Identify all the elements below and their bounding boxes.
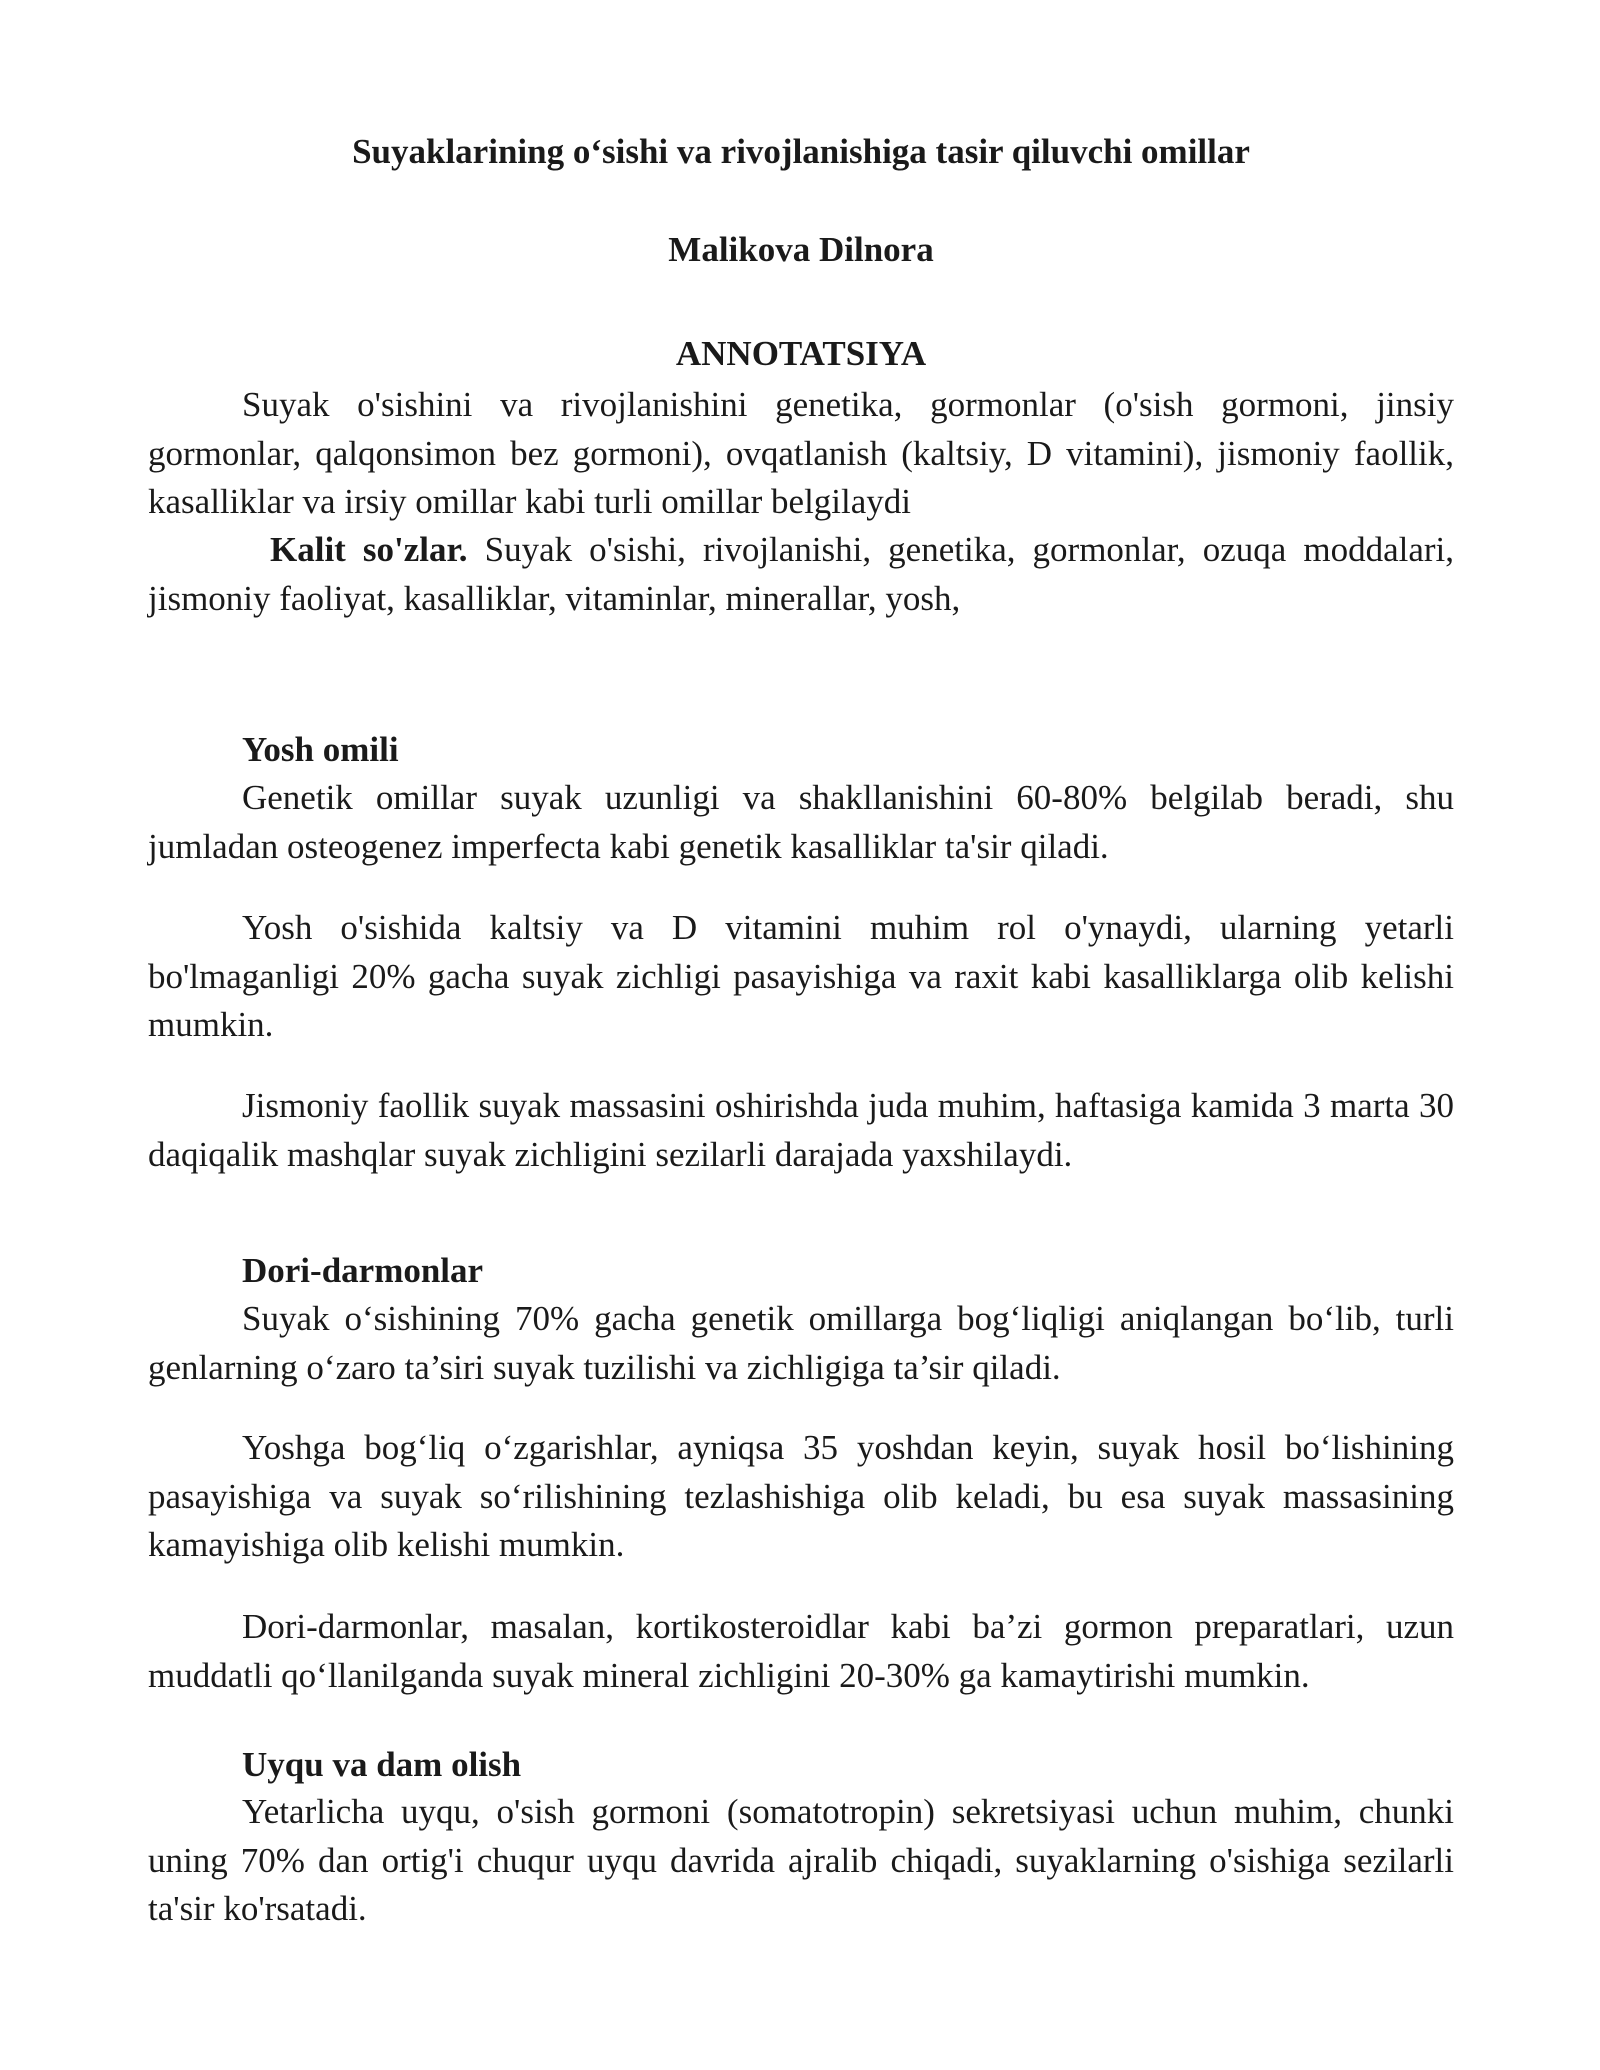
document-title: Suyaklarining o‘sishi va rivojlanishiga tasir qiluvchi omillar — [352, 132, 1250, 171]
section-paragraph: Dori-darmonlar, masalan, kortikosteroidlar kabi ba’zi gormon preparatlari, uzun muddatli qo‘llanilganda suyak mineral zichligini 20-30% ga kamaytirishi mumkin. — [148, 1607, 1454, 1695]
keywords-paragraph — [148, 526, 1454, 623]
section-paragraph: Yetarlicha uyqu, o'sish gormoni (somatotropin) sekretsiyasi uchun muhim, chunki uning 70% dan ortig'i chuqur uyqu davrida ajralib chiqadi, suyaklarning o'sishiga sezilarli ta'sir ko'rsatadi. — [148, 1792, 1454, 1928]
section-heading-uyqu-va-dam-olish: Uyqu va dam olish — [242, 1745, 522, 1784]
section-paragraph: Yosh o'sishida kaltsiy va D vitamini muhim rol o'ynaydi, ularning yetarli bo'lmaganligi 20% gacha suyak zichligi pasayishiga va raxit kabi kasalliklarga olib kelishi mumkin. — [148, 908, 1454, 1044]
keywords-text: Suyak o'sishi, rivojlanishi, genetika, gormonlar, ozuqa moddalari, jismoniy faoliyat, kasalliklar, vitaminlar, minerallar, yosh, — [148, 530, 1454, 618]
section-paragraph: Suyak o‘sishining 70% gacha genetik omillarga bog‘liqligi aniqlangan bo‘lib, turli genlarning o‘zaro ta’siri suyak tuzilishi va zichligiga ta’sir qiladi. — [148, 1299, 1454, 1387]
section-paragraph: Genetik omillar suyak uzunligi va shakllanishini 60-80% belgilab beradi, shu jumladan osteogenez imperfecta kabi genetik kasalliklar ta'sir qiladi. — [148, 778, 1454, 866]
keywords-label: Kalit so'zlar. — [270, 530, 468, 569]
section-heading-dori-darmonlar: Dori-darmonlar — [242, 1251, 484, 1290]
section-heading-yosh-omili: Yosh omili — [242, 730, 399, 769]
section-paragraph: Jismoniy faollik suyak massasini oshirishda juda muhim, haftasiga kamida 3 marta 30 daqiqalik mashqlar suyak zichligini sezilarli darajada yaxshilaydi. — [148, 1086, 1454, 1174]
annotation-heading: ANNOTATSIYA — [675, 334, 927, 373]
section-paragraph: Yoshga bog‘liq o‘zgarishlar, ayniqsa 35 yoshdan keyin, suyak hosil bo‘lishining pasayishiga va suyak so‘rilishining tezlashishiga olib keladi, bu esa suyak massasining kamayishiga olib kelishi mumkin. — [148, 1428, 1454, 1564]
annotation-paragraph: Suyak o'sishini va rivojlanishini genetika, gormonlar (o'sish gormoni, jinsiy gormonlar, qalqonsimon bez gormoni), ovqatlanish (kaltsiy, D vitamini), jismoniy faollik, kasalliklar va irsiy omillar kabi turli omillar belgilaydi — [148, 385, 1454, 521]
author-name: Malikova Dilnora — [668, 230, 934, 269]
